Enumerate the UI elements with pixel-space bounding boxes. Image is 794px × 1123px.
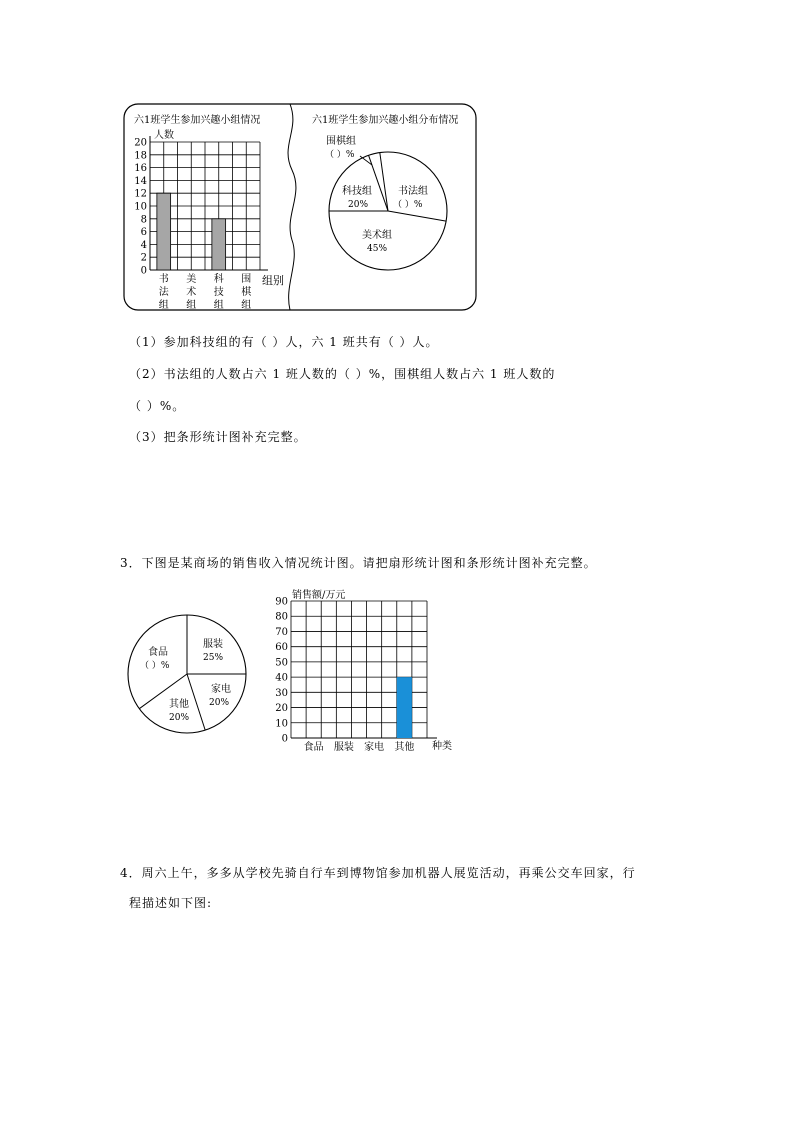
fig1-pie-label-keji: 科技组 bbox=[342, 186, 372, 197]
q3-bar-ylabel: 销售额/万元 bbox=[292, 590, 346, 601]
y-tick-label: 2 bbox=[140, 252, 147, 264]
x-category-label: 围 bbox=[241, 274, 252, 285]
figure-1-frame bbox=[124, 104, 476, 310]
figure-2 bbox=[0, 580, 794, 770]
y-tick-label: 16 bbox=[134, 163, 147, 175]
fig1-pie-pct-weiqi: （ ）% bbox=[325, 150, 355, 160]
y-tick-label: 60 bbox=[275, 642, 288, 654]
y-tick-label: 14 bbox=[134, 175, 147, 187]
q3-pie-label-clothing: 服装 bbox=[203, 639, 223, 650]
fig1-pie-label-shufa: 书法组 bbox=[398, 186, 428, 197]
x-category-label: 棋 bbox=[241, 287, 252, 298]
q4-line1: 4．周六上午，多多从学校先骑自行车到博物馆参加机器人展览活动，再乘公交车回家，行 bbox=[120, 866, 636, 880]
q2-line4: （3）把条形统计图补充完整。 bbox=[129, 430, 307, 444]
fig1-pie-title: 六1班学生参加兴趣小组分布情况 bbox=[312, 115, 459, 126]
q3-bar-categories bbox=[304, 740, 415, 753]
q3-pie-pct-clothing: 25% bbox=[203, 653, 224, 663]
x-category-label: 美 bbox=[186, 274, 197, 285]
x-category-label: 组 bbox=[158, 300, 169, 311]
q3-bar-grid bbox=[291, 601, 437, 738]
x-category-label: 组 bbox=[241, 300, 252, 311]
y-tick-label: 90 bbox=[275, 596, 288, 608]
fig1-pie-pct-shufa: （ ）% bbox=[393, 200, 423, 210]
fig1-pie-label-weiqi: 围棋组 bbox=[326, 136, 356, 147]
fig1-pie-pct-keji: 20% bbox=[348, 200, 369, 210]
q3-bar-yticks bbox=[275, 597, 288, 745]
fig1-pie-label-meishu: 美术组 bbox=[362, 230, 392, 241]
x-category-label: 法 bbox=[158, 287, 169, 298]
q2-line1: （1）参加科技组的有（ ）人，六 1 班共有（ ）人。 bbox=[129, 335, 439, 349]
bar bbox=[157, 193, 171, 270]
y-tick-label: 0 bbox=[281, 733, 288, 745]
y-tick-label: 8 bbox=[140, 214, 147, 226]
q2-line2: （2）书法组的人数占六 1 班人数的（ ）%，围棋组人数占六 1 班人数的 bbox=[129, 367, 556, 381]
y-tick-label: 0 bbox=[140, 265, 147, 277]
y-tick-label: 70 bbox=[275, 626, 288, 638]
q3-pie-pct-other: 20% bbox=[169, 713, 190, 723]
y-tick-label: 18 bbox=[134, 150, 147, 162]
y-tick-label: 50 bbox=[275, 657, 288, 669]
y-tick-label: 10 bbox=[275, 718, 288, 730]
x-category-label: 其他 bbox=[394, 742, 415, 753]
q2-line3: （ ）%。 bbox=[129, 399, 186, 413]
y-tick-label: 6 bbox=[140, 227, 147, 239]
figure-1-divider bbox=[288, 104, 296, 310]
fig1-bar-title: 六1班学生参加兴趣小组情况 bbox=[134, 115, 261, 126]
x-category-label: 书 bbox=[158, 274, 169, 285]
fig1-bar-yticks bbox=[134, 138, 147, 277]
fig1-bar-xlabel: 组别 bbox=[262, 274, 284, 287]
q3-pie-label-other: 其他 bbox=[169, 699, 189, 710]
q3-bars bbox=[397, 677, 412, 738]
fig1-pie-sector-line bbox=[369, 155, 388, 211]
fig1-bar-categories bbox=[159, 272, 253, 311]
q3-text: 3．下图是某商场的销售收入情况统计图。请把扇形统计图和条形统计图补充完整。 bbox=[120, 556, 597, 570]
q3-bar-xlabel: 种类 bbox=[432, 741, 452, 752]
y-tick-label: 30 bbox=[275, 687, 288, 699]
x-category-label: 家电 bbox=[364, 742, 385, 753]
x-category-label: 食品 bbox=[303, 742, 324, 753]
x-category-label: 科 bbox=[213, 274, 224, 285]
y-tick-label: 12 bbox=[134, 188, 147, 200]
y-tick-label: 40 bbox=[275, 672, 288, 684]
q3-pie-label-food: 食品 bbox=[148, 647, 168, 658]
fig1-pie-sector-line bbox=[380, 153, 388, 211]
y-tick-label: 10 bbox=[134, 201, 147, 213]
q3-pie-pct-appliance: 20% bbox=[209, 698, 230, 708]
y-tick-label: 80 bbox=[275, 611, 288, 623]
q3-pie-sector-line bbox=[187, 674, 205, 730]
q3-pie-label-appliance: 家电 bbox=[211, 684, 231, 695]
bar bbox=[212, 219, 226, 270]
x-category-label: 服装 bbox=[333, 742, 354, 753]
x-category-label: 组 bbox=[186, 300, 197, 311]
fig1-pie-pct-meishu: 45% bbox=[367, 244, 388, 254]
x-category-label: 术 bbox=[186, 287, 197, 298]
fig1-pie-sector-line bbox=[388, 211, 446, 221]
y-tick-label: 20 bbox=[275, 703, 288, 715]
x-category-label: 技 bbox=[213, 287, 224, 298]
q4-line2: 程描述如下图: bbox=[129, 896, 213, 910]
y-tick-label: 20 bbox=[134, 137, 147, 149]
y-tick-label: 4 bbox=[140, 239, 147, 251]
bar bbox=[397, 677, 412, 738]
q3-pie-pct-food: （ ）% bbox=[140, 661, 170, 671]
figure-1 bbox=[0, 0, 794, 330]
fig1-bar-ylabel: 人数 bbox=[154, 130, 174, 141]
x-category-label: 组 bbox=[213, 300, 224, 311]
